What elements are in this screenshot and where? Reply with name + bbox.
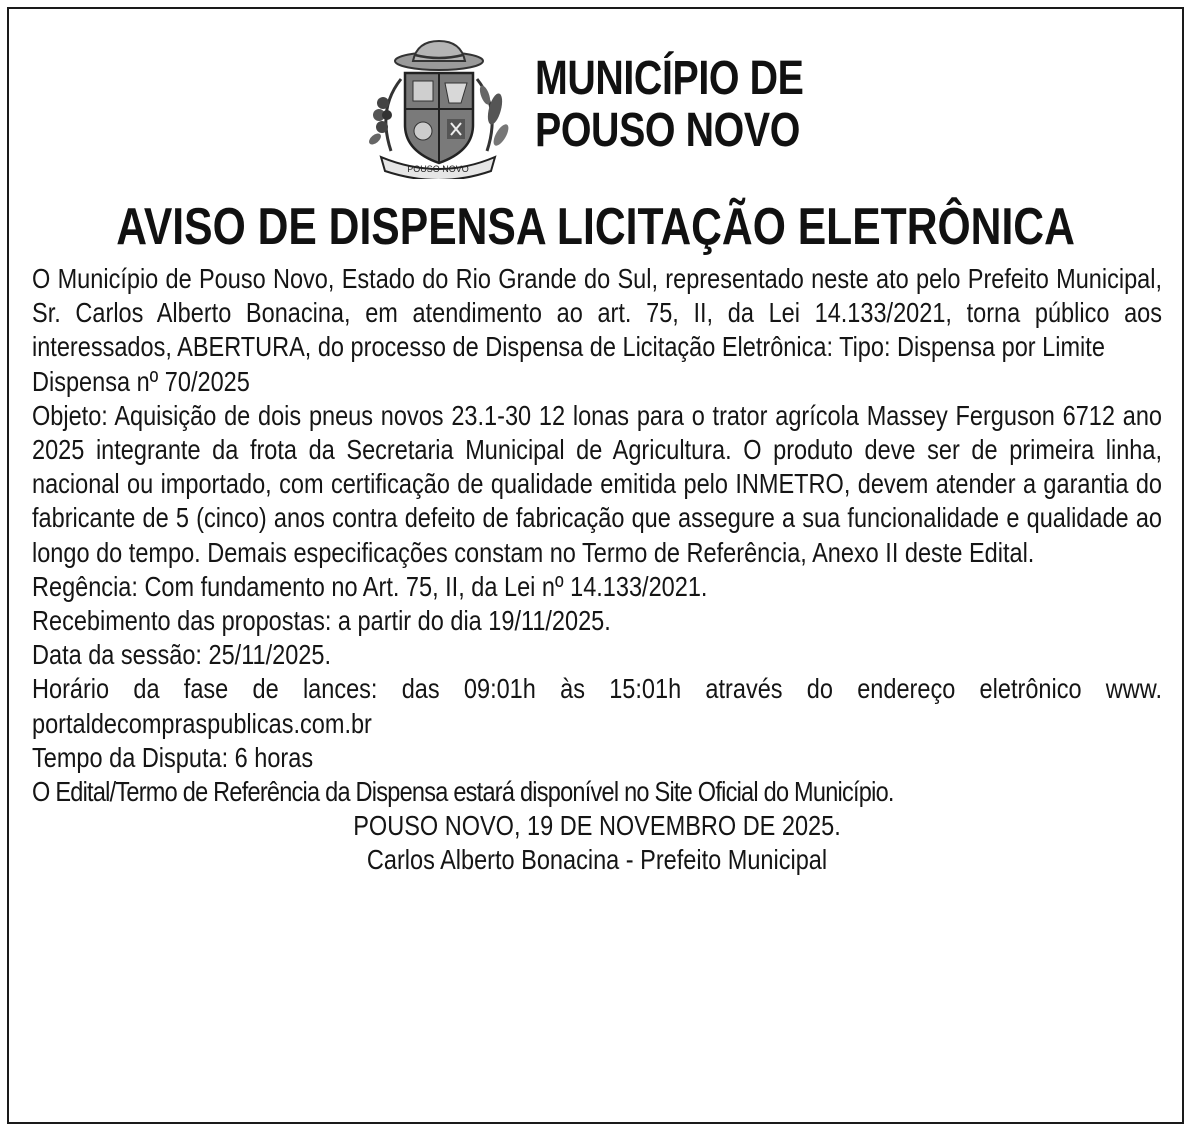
regencia-line: Regência: Com fundamento no Art. 75, II, da Lei nº 14.133/2021. bbox=[32, 570, 708, 602]
recebimento-line: Recebimento das propostas: a partir do dia 19/11/2025. bbox=[32, 605, 611, 637]
notice-title bbox=[9, 197, 1182, 257]
notice-title-text: AVISO DE DISPENSA LICITAÇÃO ELETRÔNICA bbox=[116, 198, 1075, 256]
objeto-paragraph: Objeto: Aquisição de dois pneus novos 23.1-30 12 lonas para o trator agrícola Massey Ferguson 6712 ano 2025 integrante da frota da Secretaria Municipal de Agricultura. O produto deve ser de primeira linha, nacional ou importado, com certificação de qualidade emitida pelo INMETRO, devem atender a garantia do fabricante de 5 (cinco) anos contra defeito de fabricação que assegure a sua funcionalidade e qualidade ao longo do tempo. Demais especificações constam no Termo de Referência, Anexo II deste Edital. bbox=[32, 399, 1162, 568]
municipality-line-1: MUNICÍPIO DE bbox=[535, 52, 804, 105]
coat-of-arms-icon bbox=[361, 39, 515, 179]
signature-line: Carlos Alberto Bonacina - Prefeito Municipal bbox=[366, 844, 828, 876]
municipality-line-2: POUSO NOVO bbox=[535, 104, 800, 157]
tempo-disputa-line: Tempo da Disputa: 6 horas bbox=[32, 741, 314, 773]
edital-line: O Edital/Termo de Referência da Dispensa estará disponível no Site Oficial do Município. bbox=[32, 776, 894, 808]
header bbox=[9, 39, 1182, 179]
municipality-name bbox=[535, 53, 803, 157]
place-date-line: POUSO NOVO, 19 DE NOVEMBRO DE 2025. bbox=[353, 810, 841, 842]
data-sessao-line: Data da sessão: 25/11/2025. bbox=[32, 639, 332, 671]
intro-paragraph: O Município de Pouso Novo, Estado do Rio Grande do Sul, representado neste ato pelo Prefeito Municipal, Sr. Carlos Alberto Bonacina, em atendimento ao art. 75, II, da Lei 14.133/2021, torna público aos interessados, ABERTURA, do processo de Dispensa de Licitação Eletrônica: Tipo: Dispensa por Limite bbox=[32, 263, 1162, 363]
notice-body bbox=[32, 262, 1162, 878]
horario-paragraph: Horário da fase de lances: das 09:01h às 15:01h através do endereço eletrônico www. portaldecompraspublicas.com.br bbox=[32, 673, 1162, 739]
notice-frame bbox=[7, 7, 1184, 1124]
dispensa-number: Dispensa nº 70/2025 bbox=[32, 365, 250, 397]
seal-ribbon-text: POUSO NOVO bbox=[407, 164, 469, 174]
